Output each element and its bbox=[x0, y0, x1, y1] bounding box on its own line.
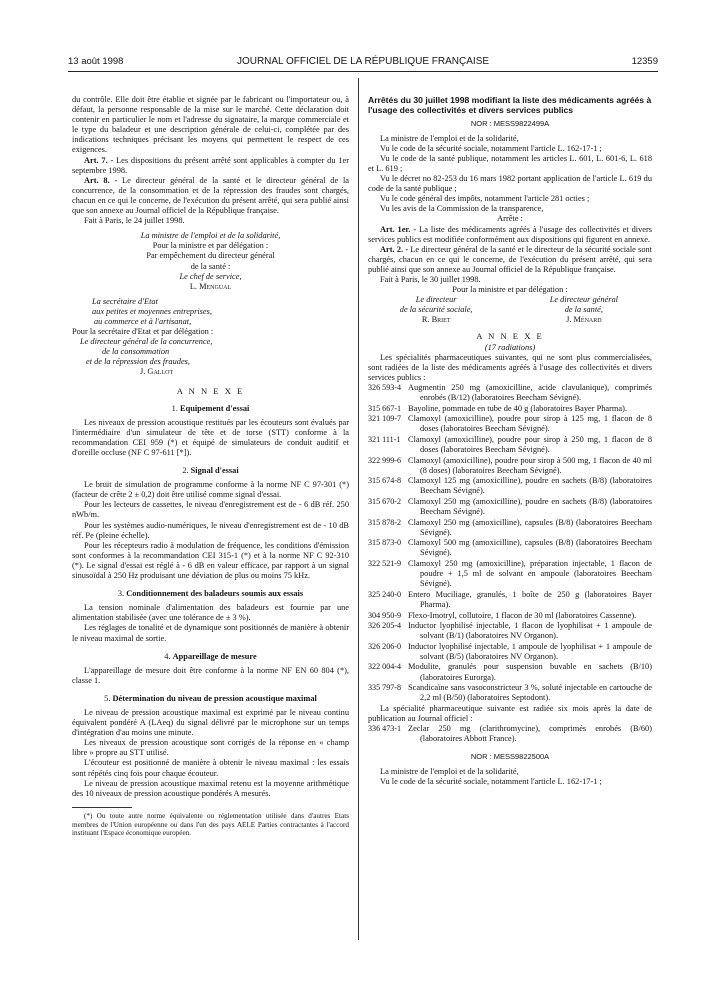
drug-entry bbox=[368, 518, 652, 538]
section-heading-4: 4. Appareillage de mesure bbox=[164, 651, 257, 661]
signature-secretary-line: La secrétaire d'Etat bbox=[92, 296, 158, 306]
drug-description: Clamoxyl 250 mg (amoxicilline), poudre en sachets (B/8) (laboratoires Beecham Sévigné). bbox=[408, 496, 652, 517]
annexe-heading-right: A N N E X E bbox=[476, 331, 544, 342]
arrete-label: Arrête : bbox=[497, 214, 523, 224]
footnote: (*) Ou toute autre norme équivalente ou réglementation utilisée dans d'autres Etats membres de l'Union européenne ou dans l'un des pays AELE Parties contractantes à l'accord instituant l'Espace économique européen. bbox=[72, 811, 349, 838]
left-column bbox=[72, 95, 349, 838]
annexe-heading-left: A N N E X E bbox=[176, 385, 245, 396]
section-heading-1: 1. Equipement d'essai bbox=[171, 403, 250, 413]
signature-secretary-line: de la consommation bbox=[102, 347, 170, 357]
footnote-rule bbox=[72, 807, 132, 808]
drug-entry bbox=[368, 621, 652, 641]
section-heading-3: 3. Conditionnement des baladeurs soumis aux essais bbox=[117, 589, 304, 599]
drug-entry bbox=[368, 435, 652, 455]
article-7-label: Art. 7. - bbox=[84, 155, 114, 165]
drug-entry bbox=[368, 590, 652, 610]
intro-line: Vu le code de la santé publique, notamment les articles L. 601, L. 601-6, L. 618 et L. 619 ; bbox=[368, 153, 652, 173]
page-header bbox=[68, 56, 658, 70]
drug-entry bbox=[368, 476, 652, 496]
nor-reference-1: NOR : MESS9822499A bbox=[470, 118, 550, 128]
drug-code: 322 999-6 bbox=[368, 455, 402, 465]
intro-line: Vu le décret no 82-253 du 16 mars 1982 portant application de l'article L. 619 du code de la santé publique ; bbox=[368, 174, 652, 194]
intro-line: Vu le code de la sécurité sociale, notamment l'article L. 162-17-1 ; bbox=[380, 143, 602, 153]
intro-line: Vu le code général des impôts, notamment l'article 281 octies ; bbox=[380, 194, 590, 204]
signature-name: J. Ménard bbox=[566, 315, 602, 325]
article-2-label: Art. 2. - bbox=[380, 244, 409, 254]
drug-code: 315 873-0 bbox=[368, 538, 402, 548]
signature-left-block bbox=[368, 295, 504, 325]
signature-minister-line: de la santé : bbox=[190, 261, 231, 271]
section-2-paragraph: Pour les lecteurs de cassettes, le niveau d'enregistrement est de - 6 dB réf. 250 nWb/m. bbox=[72, 500, 349, 520]
intro-line: Vu le code de la sécurité sociale, notamment l'article L. 162-17-1 ; bbox=[380, 777, 602, 787]
drug-entry bbox=[368, 559, 652, 589]
drug-description: Clamoxyl 250 mg (amoxicilline), préparation injectable, 1 flacon de poudre + 1,5 ml de solvant en ampoule (laboratoires Beecham Sévigné). bbox=[408, 559, 652, 589]
drug-entry bbox=[368, 683, 652, 703]
drug-entry bbox=[368, 724, 652, 744]
drug-code: 326 206-0 bbox=[368, 641, 402, 651]
article-1-text: La liste des médicaments agréés à l'usage des collectivités et divers services publics est modifiée conformément aux dispositions qui figurent en annexe. bbox=[368, 224, 652, 244]
drug-entry bbox=[368, 383, 652, 403]
drug-entry bbox=[368, 456, 652, 476]
drug-code: 321 111-1 bbox=[368, 434, 401, 444]
header-page-number: 12359 bbox=[631, 56, 658, 67]
signature-secretary-name: J. Gallot bbox=[140, 367, 174, 377]
drug-description: Augmentin 250 mg (amoxicilline, acide clavulanique), comprimés enrobés (B/12) (laboratoires Beecham Sévigné). bbox=[408, 382, 652, 403]
drug-code: 335 797-8 bbox=[368, 683, 402, 693]
nor-reference-2: NOR : MESS9822500A bbox=[470, 752, 550, 762]
section-3-paragraph: Les réglages de tonalité et de dynamique sont positionnés de manière à obtenir le niveau maximal de sortie. bbox=[72, 623, 349, 643]
drug-description: Modulite, granulés pour suspension buvable en sachets (B/10) (laboratoires Eurorga). bbox=[408, 662, 652, 682]
drug-code: 336 473-1 bbox=[368, 724, 402, 734]
drug-code: 322 521-9 bbox=[368, 559, 402, 569]
article-2 bbox=[368, 245, 652, 275]
section-heading-2: 2. Signal d'essai bbox=[182, 466, 239, 476]
drug-description: Clamoxyl 500 mg (amoxicilline), capsules (B/8) (laboratoires Beecham Sévigné). bbox=[408, 538, 652, 558]
intro-line: La ministre de l'emploi et de la solidarité, bbox=[380, 133, 519, 143]
signature-name: R. Briet bbox=[421, 315, 451, 325]
section-2-paragraph: Le bruit de simulation de programme conforme à la norme NF C 97-301 (*) (facteur de crête 2 ± 0,2) doit être utilisé comme signal d'essai. bbox=[72, 480, 349, 500]
drug-description: Clamoxyl (amoxicilline), poudre pour sirop à 500 mg, 1 flacon de 40 ml (8 doses) (laboratoires Beecham Sévigné). bbox=[408, 455, 652, 475]
signature-title: de la santé, bbox=[564, 305, 603, 315]
signature-secretary-line: et de la répression des fraudes, bbox=[86, 357, 190, 367]
drug-code: 315 878-2 bbox=[368, 517, 402, 527]
signature-secretary-line: au commerce et à l'artisanat, bbox=[94, 316, 192, 326]
annexe-subtitle: (17 radiations) bbox=[484, 342, 536, 352]
right-column bbox=[368, 95, 652, 788]
annexe-intro: Les spécialités pharmaceutiques suivantes, qui ne sont plus commercialisées, sont radiées de la liste des médicaments agréés à l'usage des collectivités et divers services publics : bbox=[368, 352, 652, 382]
article-8 bbox=[72, 176, 349, 216]
header-journal-title: JOURNAL OFFICIEL DE LA RÉPUBLIQUE FRANÇAISE bbox=[236, 56, 490, 67]
pour-delegation: Pour la ministre et par délégation : bbox=[452, 285, 568, 295]
article-1-label: Art. 1er. - bbox=[380, 224, 417, 234]
header-rule bbox=[68, 71, 658, 72]
drug-entry bbox=[368, 642, 652, 662]
section-3-paragraph: La tension nominale d'alimentation des baladeurs est fournie par une alimentation stabilisée (avec une tolérance de ± 3 %). bbox=[72, 603, 349, 623]
section-2-paragraph: Pour les systèmes audio-numériques, le niveau d'enregistrement est de - 10 dB réf. Pe (pleine échelle). bbox=[72, 520, 349, 540]
section-heading-5: 5. Détermination du niveau de pression acoustique maximal bbox=[104, 693, 317, 703]
left-paragraph-intro: du contrôle. Elle doit être établie et signée par le fabricant ou l'importateur ou, à défaut, la personne responsable de la mise sur le marché. Cette déclaration doit contenir en particulier le nom et l'adresse du signataire, la marque commerciale et le type du baladeur et une description générale de celui-ci, complétée par des indications techniques précisant les moyens qui permettent le respect de ces exigences. bbox=[72, 95, 349, 155]
drug-code: 321 109-7 bbox=[368, 414, 402, 424]
signature-secretary-line: aux petites et moyennes entreprises, bbox=[92, 306, 212, 316]
signature-minister-title: La ministre de l'emploi et de la solidarité, bbox=[140, 231, 281, 241]
section-5-paragraph: L'écouteur est positionné de manière à obtenir le niveau maximal : les essais sont répétés cinq fois pour chaque écouteur. bbox=[72, 758, 349, 778]
radiee-text: La spécialité pharmaceutique suivante est radiée six mois après la date de publication au Journal officiel : bbox=[368, 703, 652, 723]
section-1-paragraph: Les niveaux de pression acoustique restitués par les écouteurs sont évalués par l'intermédiaire d'un simulateur de tête et de torse (STT) conforme à la recommandation CEI 959 (*) et équipé de simulateurs de conduit auditif et d'oreille occluse (NF C 97-611 [*]). bbox=[72, 417, 349, 457]
drug-list bbox=[368, 383, 652, 703]
column-divider bbox=[358, 78, 359, 940]
drug-description: Clamoxyl 250 mg (amoxicilline), capsules (B/8) (laboratoires Beecham Sévigné). bbox=[408, 517, 652, 537]
signature-right-block bbox=[516, 295, 652, 325]
article-7 bbox=[72, 156, 349, 176]
drug-code: 325 240-0 bbox=[368, 589, 402, 599]
fait-date-left: Fait à Paris, le 24 juillet 1998. bbox=[84, 216, 185, 226]
drug-description: Entero Muciliage, granulés, 1 boîte de 250 g (laboratoires Bayer Pharma). bbox=[408, 589, 652, 609]
fait-date-right: Fait à Paris, le 30 juillet 1998. bbox=[380, 275, 481, 284]
header-date: 13 août 1998 bbox=[68, 56, 124, 67]
arrete-title: Arrêtés du 30 juillet 1998 modifiant la liste des médicaments agréés à l'usage des collectivités et divers services publics bbox=[368, 95, 652, 116]
article-8-label: Art. 8. - bbox=[84, 175, 118, 185]
drug-description: Bayoline, pommade en tube de 40 g (laboratoires Bayer Pharma). bbox=[408, 403, 627, 413]
section-4-paragraph: L'appareillage de mesure doit être conforme à la norme NF EN 60 804 (*), classe 1. bbox=[72, 665, 349, 685]
article-8-text: Le directeur général de la santé et le directeur général de la concurrence, de la consommation et de la répression des fraudes sont chargés, chacun en ce qui le concerne, de l'exécution du présent arrêté, qui sera publié ainsi que son annexe au Journal officiel de la République française. bbox=[72, 175, 350, 216]
signature-minister-line: Par empêchement du directeur général bbox=[146, 251, 275, 261]
drug-entry bbox=[368, 404, 652, 414]
intro-line: Vu les avis de la Commission de la transparence, bbox=[380, 204, 544, 214]
drug-description: Clamoxyl (amoxicilline), poudre pour sirop à 125 mg, 1 flacon de 8 doses (laboratoires Beecham Sévigné). bbox=[408, 414, 652, 434]
drug-description: Clamoxyl 125 mg (amoxicilline), poudre en sachets (B/8) (laboratoires Beecham Sévigné). bbox=[408, 476, 652, 496]
drug-code: 315 667-1 bbox=[368, 403, 402, 413]
article-7-text: Les dispositions du présent arrêté sont applicables à compter du 1er septembre 1998. bbox=[72, 155, 349, 175]
drug-description: Inductor lyophilisé injectable, 1 flacon de lyophilisat + 1 ampoule de solvant (B/1) (laboratoires NV Organon). bbox=[408, 621, 652, 641]
drug-code: 326 593-4 bbox=[368, 382, 402, 392]
drug-description: Flexo-Imotryl, collutoire, 1 flacon de 30 ml (laboratoires Cassenne). bbox=[408, 610, 637, 620]
drug-code: 315 670-2 bbox=[368, 496, 402, 506]
drug-description: Inductor lyophilisé injectable, 1 ampoule de lyophilisat + 1 ampoule de solvant (B/5) (laboratoires NV Organon). bbox=[408, 641, 652, 661]
drug-entry bbox=[368, 611, 652, 621]
section-5-paragraph: Les niveaux de pression acoustique sont corrigés de la réponse en « champ libre » propre au STT utilisé. bbox=[72, 738, 349, 758]
signature-secretary-line: Pour la secrétaire d'Etat et par délégation : bbox=[72, 327, 214, 337]
section-2-paragraph: Pour les récepteurs radio à modulation de fréquence, les conditions d'émission sont conformes à la recommandation CEI 315-1 (*) et à la norme NF C 92-310 (*). Le signal d'essai est réglé à - 6 dB en valeur efficace, par rapport à un signal sinusoïdal à 250 Hz produisant une déviation de plus ou moins 75 kHz. bbox=[72, 540, 349, 581]
drug-description: Clamoxyl (amoxicilline), poudre pour sirop à 250 mg, 1 flacon de 8 doses (laboratoires Beecham Sévigné). bbox=[408, 434, 652, 454]
drug-code: 322 004-4 bbox=[368, 662, 402, 672]
drug-code: 304 950-9 bbox=[368, 610, 402, 620]
drug-description: Scandicaïne sans vasoconstricteur 3 %, soluté injectable en cartouche de 2,2 ml (B/50) (laboratoires Septodont). bbox=[408, 683, 652, 703]
drug-description: Zeclar 250 mg (clarithromycine), comprimés enrobés (B/60) (laboratoires Abbott France). bbox=[408, 724, 652, 744]
drug-code: 315 674-8 bbox=[368, 476, 402, 486]
article-2-text: Le directeur général de la santé et le directeur de la sécurité sociale sont chargés, chacun en ce qui le concerne, de l'exécution du présent arrêté, qui sera publié ainsi que son annexe au Journal officiel de la République française. bbox=[368, 244, 652, 274]
drug-entry bbox=[368, 662, 652, 682]
signatures-right bbox=[368, 295, 652, 325]
article-1 bbox=[368, 225, 652, 245]
signature-title: Le directeur bbox=[415, 295, 457, 305]
drug-entry bbox=[368, 414, 652, 434]
signature-minister-line: Pour la ministre et par délégation : bbox=[152, 241, 269, 251]
signature-minister-line: Le chef de service, bbox=[179, 271, 242, 281]
section-5-paragraph: Le niveau de pression acoustique maximal est exprimé par le niveau continu équivalent pondéré A (LAeq) du signal délivré par le microphone sur un temps d'intégration d'au moins une minute. bbox=[72, 707, 349, 738]
section-5-paragraph: Le niveau de pression acoustique maximal retenu est la moyenne arithmétique des 10 niveaux de pression acoustique pondérés A mesurés. bbox=[72, 778, 349, 798]
drug-code: 326 205-4 bbox=[368, 621, 402, 631]
intro-line: La ministre de l'emploi et de la solidarité, bbox=[380, 767, 519, 777]
drug-entry bbox=[368, 538, 652, 558]
signature-secretary-line: Le directeur général de la concurrence, bbox=[80, 337, 213, 347]
drug-entry bbox=[368, 497, 652, 517]
signature-title: Le directeur général bbox=[549, 295, 618, 305]
signature-minister-name: L. Mengual bbox=[189, 281, 232, 291]
signature-title: de la sécurité sociale, bbox=[399, 305, 473, 315]
